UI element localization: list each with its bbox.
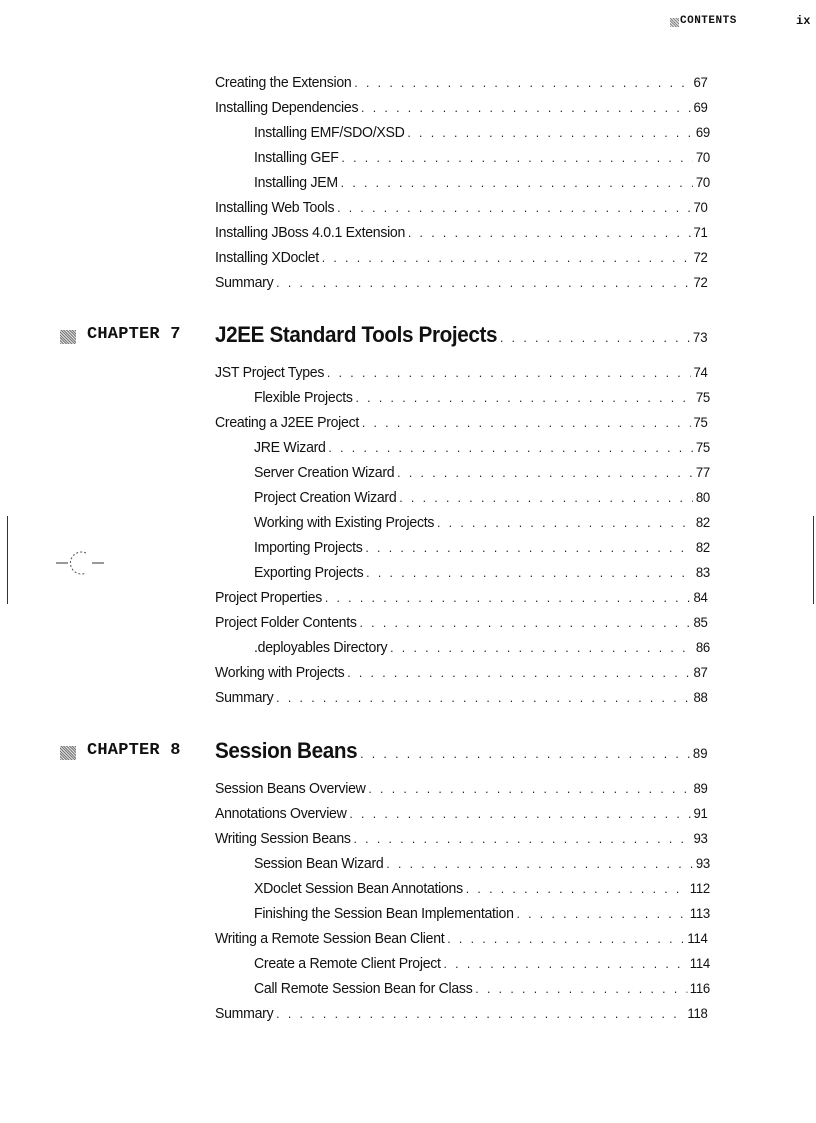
chapter-heading[interactable]: Session Beans . . . 89 [215, 738, 708, 766]
toc-entry[interactable]: Summary . . . 72 [215, 274, 708, 294]
toc-subentry[interactable]: Session Bean Wizard . . . 93 [254, 855, 710, 875]
toc-entry[interactable]: Writing a Remote Session Bean Client . . . 114 [215, 930, 708, 950]
toc-entry[interactable]: Project Properties . . . 84 [215, 589, 708, 609]
toc-subentry[interactable]: Finishing the Session Bean Implementation . . . 113 [254, 905, 710, 925]
toc-entry[interactable]: Installing Web Tools . . . 70 [215, 199, 708, 219]
chapter-marker-icon [60, 746, 76, 760]
toc-subentry[interactable]: Installing JEM . . . 70 [254, 174, 710, 194]
toc-subentry[interactable]: JRE Wizard . . . 75 [254, 439, 710, 459]
toc-subentry[interactable]: Flexible Projects . . . 75 [254, 389, 710, 409]
toc-entry[interactable]: Project Folder Contents . . . 85 [215, 614, 708, 634]
toc-subentry[interactable]: Installing GEF . . . 70 [254, 149, 710, 169]
registration-mark-icon [56, 548, 106, 578]
chapter-marker-icon [60, 330, 76, 344]
right-edge-line [813, 516, 814, 604]
toc-subentry[interactable]: .deployables Directory . . . 86 [254, 639, 710, 659]
toc-entry[interactable]: Creating a J2EE Project . . . 75 [215, 414, 708, 434]
running-header [0, 14, 816, 34]
toc-entry[interactable]: Summary . . . 118 [215, 1005, 708, 1025]
toc-subentry[interactable]: Exporting Projects . . . 83 [254, 564, 710, 584]
toc-entry[interactable]: Session Beans Overview . . . 89 [215, 780, 708, 800]
toc-subentry[interactable]: Working with Existing Projects . . . 82 [254, 514, 710, 534]
toc-entry[interactable]: Working with Projects . . . 87 [215, 664, 708, 684]
toc-entry[interactable]: Installing JBoss 4.0.1 Extension . . . 71 [215, 224, 708, 244]
header-page-number: ix [796, 14, 811, 28]
toc-entry[interactable]: Writing Session Beans . . . 93 [215, 830, 708, 850]
toc-subentry[interactable]: Importing Projects . . . 82 [254, 539, 710, 559]
toc-subentry[interactable]: XDoclet Session Bean Annotations . . . 112 [254, 880, 710, 900]
toc-entry[interactable]: Annotations Overview . . . 91 [215, 805, 708, 825]
toc-subentry[interactable]: Create a Remote Client Project . . . 114 [254, 955, 710, 975]
toc-subentry[interactable]: Installing EMF/SDO/XSD . . . 69 [254, 124, 710, 144]
toc-entry[interactable]: Summary . . . 88 [215, 689, 708, 709]
toc-subentry[interactable]: Project Creation Wizard . . . 80 [254, 489, 710, 509]
header-section-title: CONTENTS [680, 15, 737, 27]
toc-subentry[interactable]: Call Remote Session Bean for Class . . . 116 [254, 980, 710, 1000]
toc-entry[interactable]: JST Project Types . . . 74 [215, 364, 708, 384]
toc-entry[interactable]: Installing Dependencies . . . 69 [215, 99, 708, 119]
header-marker-icon [670, 18, 679, 27]
left-edge-line [7, 516, 8, 604]
toc-subentry[interactable]: Server Creation Wizard . . . 77 [254, 464, 710, 484]
toc-entry[interactable]: Creating the Extension . . . 67 [215, 74, 708, 94]
chapter-heading[interactable]: J2EE Standard Tools Projects . . . 73 [215, 322, 708, 350]
toc-entry[interactable]: Installing XDoclet . . . 72 [215, 249, 708, 269]
